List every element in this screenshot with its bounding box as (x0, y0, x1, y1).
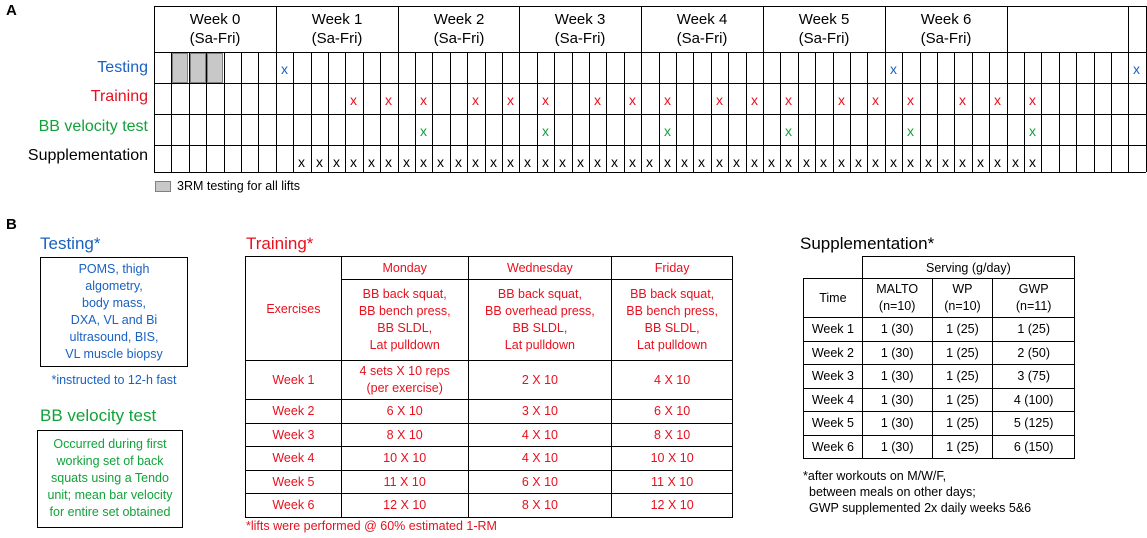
training-cell: 8 X 10 (341, 423, 468, 447)
training-cell: 8 X 10 (468, 494, 612, 518)
supplementation-notes (803, 468, 1031, 516)
supplementation-mark: x (298, 154, 305, 170)
week-name: Week 6 (920, 11, 972, 28)
week-name: Week 3 (554, 11, 606, 28)
week-header (398, 6, 520, 52)
week-range: (Sa-Fri) (554, 30, 606, 47)
supplementation-mark: x (403, 154, 410, 170)
shaded-cell (207, 53, 223, 83)
group-n: (n=10) (878, 299, 916, 313)
supplementation-mark: x (925, 154, 932, 170)
supplementation-mark: x (420, 154, 427, 170)
week-range: (Sa-Fri) (433, 30, 485, 47)
training-mark: x (907, 92, 914, 108)
training-mark: x (785, 92, 792, 108)
timeline-grid (154, 6, 1146, 172)
supplementation-mark: x (646, 154, 653, 170)
week-range: (Sa-Fri) (311, 30, 363, 47)
grid-vline (1059, 52, 1060, 172)
supplementation-mark: x (664, 154, 671, 170)
exercise-cell (612, 280, 733, 361)
supplementation-mark: x (768, 154, 775, 170)
training-mark: x (472, 92, 479, 108)
supplementation-mark: x (594, 154, 601, 170)
training-mark: x (385, 92, 392, 108)
grid-vline (1007, 6, 1008, 172)
exercise-line: Lat pulldown (369, 338, 440, 352)
group-name: WP (952, 282, 973, 296)
grid-hline (154, 114, 1146, 115)
supplementation-mark: x (872, 154, 879, 170)
grid-vline (1041, 52, 1042, 172)
velocity-line: working set of back (56, 454, 164, 468)
day-monday: Monday (341, 257, 468, 280)
week-header (641, 6, 763, 52)
training-mark: x (594, 92, 601, 108)
supplementation-mark: x (577, 154, 584, 170)
supplementation-mark: x (681, 154, 688, 170)
supplementation-mark: x (437, 154, 444, 170)
exercise-line: BB back squat, (362, 287, 447, 301)
week-label: Week 6 (804, 435, 863, 459)
exercise-line: Lat pulldown (504, 338, 575, 352)
week-name: Week 2 (433, 11, 485, 28)
supplementation-mark: x (1012, 154, 1019, 170)
supplementation-mark: x (942, 154, 949, 170)
velocity-mark: x (1029, 123, 1036, 139)
week-range: (Sa-Fri) (798, 30, 850, 47)
serving-cell: 2 (50) (993, 341, 1075, 365)
supplementation-mark: x (507, 154, 514, 170)
exercise-line: Lat pulldown (637, 338, 708, 352)
week-label: Week 2 (246, 400, 342, 424)
blank-corner (804, 257, 863, 279)
week1-monday-line: (per exercise) (366, 381, 443, 395)
week-label: Week 2 (804, 341, 863, 365)
supplementation-mark: x (524, 154, 531, 170)
testing-line: DXA, VL and Bi (70, 313, 158, 327)
supplementation-note: *after workouts on M/W/F, (803, 469, 947, 483)
week1-monday (341, 361, 468, 400)
week-header (519, 6, 641, 52)
serving-cell: 1 (30) (862, 318, 932, 342)
supplementation-mark: x (1029, 154, 1036, 170)
training-cell: 3 X 10 (468, 400, 612, 424)
supplementation-mark: x (368, 154, 375, 170)
supplementation-mark: x (907, 154, 914, 170)
grid-vline (1094, 52, 1095, 172)
time-label: Time (804, 279, 863, 318)
supplementation-note: GWP supplemented 2x daily weeks 5&6 (809, 501, 1032, 515)
testing-note: *instructed to 12-h fast (51, 373, 177, 387)
supplementation-mark: x (455, 154, 462, 170)
group-n: (n=10) (944, 299, 981, 313)
training-mark: x (838, 92, 845, 108)
training-cell: 6 X 10 (468, 470, 612, 494)
grid-vline (763, 6, 764, 172)
supplementation-title: Supplementation* (800, 234, 935, 253)
testing-line: POMS, thigh (78, 262, 150, 276)
shaded-cell (190, 53, 206, 83)
serving-cell: 1 (25) (932, 412, 993, 436)
serving-cell: 6 (150) (993, 435, 1075, 459)
training-mark: x (872, 92, 879, 108)
velocity-mark: x (664, 123, 671, 139)
grid-hline (154, 172, 1146, 173)
training-row (246, 423, 733, 447)
week-range: (Sa-Fri) (676, 30, 728, 47)
training-table (245, 256, 733, 518)
grid-vline (258, 52, 259, 172)
training-mark: x (994, 92, 1001, 108)
row-label-testing: Testing (97, 59, 148, 76)
group-n: (n=11) (1015, 299, 1052, 313)
supplementation-mark: x (316, 154, 323, 170)
panel-b-label: B (6, 216, 17, 233)
serving-cell: 1 (30) (862, 365, 932, 389)
training-cell: 8 X 10 (612, 423, 733, 447)
training-mark: x (350, 92, 357, 108)
grid-vline (519, 6, 520, 172)
group-malto (862, 279, 932, 318)
training-row (246, 447, 733, 471)
week1-wednesday: 2 X 10 (468, 361, 612, 400)
week-label: Week 1 (804, 318, 863, 342)
training-row (246, 494, 733, 518)
week-label: Week 3 (804, 365, 863, 389)
supplementation-mark: x (559, 154, 566, 170)
grid-vline (276, 6, 277, 172)
supplementation-mark: x (855, 154, 862, 170)
row-label-velocity: BB velocity test (38, 118, 148, 135)
supplementation-row (804, 318, 1075, 342)
testing-line: algometry, (85, 279, 143, 293)
week-header (276, 6, 398, 52)
serving-cell: 1 (30) (862, 388, 932, 412)
grid-vline (224, 52, 225, 172)
week1-friday: 4 X 10 (612, 361, 733, 400)
testing-line: ultrasound, BIS, (69, 330, 159, 344)
day-friday: Friday (612, 257, 733, 280)
supplementation-mark: x (333, 154, 340, 170)
grid-hline (154, 145, 1146, 146)
serving-cell: 1 (30) (862, 435, 932, 459)
supplementation-note: between meals on other days; (809, 485, 976, 499)
serving-cell: 1 (25) (932, 341, 993, 365)
supplementation-mark: x (629, 154, 636, 170)
testing-mark: x (1133, 61, 1140, 77)
supplementation-mark: x (994, 154, 1001, 170)
grid-vline (154, 6, 155, 172)
grid-vline (1128, 6, 1129, 172)
week-range: (Sa-Fri) (920, 30, 972, 47)
exercise-line: BB overhead press, (485, 304, 595, 318)
exercise-line: BB back squat, (497, 287, 582, 301)
supplementation-row (804, 435, 1075, 459)
supplementation-mark: x (959, 154, 966, 170)
supplementation-mark: x (838, 154, 845, 170)
grid-hline (154, 83, 1146, 84)
week-name: Week 1 (311, 11, 363, 28)
exercise-line: BB SLDL, (377, 321, 433, 335)
training-note: *lifts were performed @ 60% estimated 1-RM (246, 519, 497, 533)
supplementation-mark: x (890, 154, 897, 170)
training-mark: x (716, 92, 723, 108)
supplementation-mark: x (977, 154, 984, 170)
velocity-mark: x (542, 123, 549, 139)
supplementation-row (804, 341, 1075, 365)
training-cell: 10 X 10 (341, 447, 468, 471)
panel-a-label: A (6, 2, 17, 19)
serving-cell: 1 (25) (932, 318, 993, 342)
velocity-mark: x (907, 123, 914, 139)
exercise-cell (468, 280, 612, 361)
row-label-training: Training (90, 88, 148, 105)
supplementation-mark: x (820, 154, 827, 170)
grid-vline (398, 6, 399, 172)
testing-mark: x (281, 61, 288, 77)
training-mark: x (542, 92, 549, 108)
training-cell: 11 X 10 (612, 470, 733, 494)
serving-cell: 1 (30) (862, 341, 932, 365)
supplementation-mark: x (803, 154, 810, 170)
testing-title: Testing* (40, 234, 101, 253)
velocity-mark: x (420, 123, 427, 139)
exercise-line: BB bench press, (626, 304, 718, 318)
serving-cell: 3 (75) (993, 365, 1075, 389)
velocity-line: for entire set obtained (49, 505, 171, 519)
supplementation-mark: x (698, 154, 705, 170)
group-wp (932, 279, 993, 318)
week-label: Week 4 (804, 388, 863, 412)
day-wednesday: Wednesday (468, 257, 612, 280)
training-cell: 11 X 10 (341, 470, 468, 494)
exercise-cell (341, 280, 468, 361)
velocity-line: Occurred during first (53, 437, 167, 451)
supplementation-mark: x (611, 154, 618, 170)
serving-cell: 5 (125) (993, 412, 1075, 436)
grid-vline (885, 6, 886, 172)
training-mark: x (664, 92, 671, 108)
training-row (246, 400, 733, 424)
testing-line: body mass, (82, 296, 146, 310)
training-cell: 6 X 10 (341, 400, 468, 424)
training-mark: x (751, 92, 758, 108)
training-mark: x (507, 92, 514, 108)
week-range: (Sa-Fri) (189, 30, 241, 47)
week-header (885, 6, 1007, 52)
supplementation-mark: x (490, 154, 497, 170)
supplementation-table (803, 256, 1075, 459)
supplementation-mark: x (350, 154, 357, 170)
testing-line: VL muscle biopsy (65, 347, 163, 361)
supplementation-row (804, 412, 1075, 436)
training-mark: x (420, 92, 427, 108)
velocity-mark: x (785, 123, 792, 139)
group-name: GWP (1018, 282, 1049, 296)
grid-vline (1076, 52, 1077, 172)
group-gwp (993, 279, 1075, 318)
legend-swatch (155, 181, 171, 192)
supplementation-row (804, 388, 1075, 412)
testing-box (40, 257, 188, 367)
serving-cell: 1 (25) (932, 435, 993, 459)
exercise-line: BB SLDL, (512, 321, 568, 335)
velocity-title: BB velocity test (40, 406, 157, 425)
week-header (763, 6, 885, 52)
training-mark: x (629, 92, 636, 108)
legend-label: 3RM testing for all lifts (177, 179, 300, 193)
exercise-line: BB back squat, (630, 287, 715, 301)
grid-vline (241, 52, 242, 172)
week-label: Week 1 (246, 361, 342, 400)
training-cell: 12 X 10 (341, 494, 468, 518)
week-label: Week 5 (804, 412, 863, 436)
supplementation-mark: x (751, 154, 758, 170)
week-label: Week 6 (246, 494, 342, 518)
velocity-line: squats using a Tendo (51, 471, 169, 485)
serving-cell: 1 (25) (932, 365, 993, 389)
week-name: Week 5 (798, 11, 850, 28)
training-cell: 6 X 10 (612, 400, 733, 424)
serving-cell: 1 (30) (862, 412, 932, 436)
week1-monday-line: 4 sets X 10 reps (359, 364, 450, 378)
training-title: Training* (246, 234, 314, 253)
week-label: Week 4 (246, 447, 342, 471)
exercise-line: BB bench press, (358, 304, 451, 318)
grid-hline (154, 52, 1146, 53)
supplementation-mark: x (785, 154, 792, 170)
training-row (246, 470, 733, 494)
serving-cell: 1 (25) (993, 318, 1075, 342)
group-name: MALTO (876, 282, 919, 296)
week-label: Week 3 (246, 423, 342, 447)
training-cell: 12 X 10 (612, 494, 733, 518)
training-mark: x (1029, 92, 1036, 108)
supplementation-row (804, 365, 1075, 389)
serving-header: Serving (g/day) (862, 257, 1074, 279)
exercise-line: BB SLDL, (644, 321, 700, 335)
week-name: Week 4 (676, 11, 728, 28)
training-mark: x (959, 92, 966, 108)
supplementation-mark: x (716, 154, 723, 170)
testing-mark: x (890, 61, 897, 77)
serving-cell: 4 (100) (993, 388, 1075, 412)
velocity-line: unit; mean bar velocity (47, 488, 173, 502)
grid-vline (641, 6, 642, 172)
training-cell: 4 X 10 (468, 423, 612, 447)
grid-vline (1111, 52, 1112, 172)
supplementation-mark: x (385, 154, 392, 170)
serving-cell: 1 (25) (932, 388, 993, 412)
supplementation-mark: x (733, 154, 740, 170)
week-name: Week 0 (189, 11, 241, 28)
velocity-box (37, 430, 183, 528)
week-header (154, 6, 276, 52)
training-cell: 10 X 10 (612, 447, 733, 471)
shaded-cell (172, 53, 188, 83)
row-label-supplementation: Supplementation (27, 147, 148, 164)
supplementation-mark: x (472, 154, 479, 170)
supplementation-mark: x (542, 154, 549, 170)
exercises-label: Exercises (246, 257, 342, 361)
week-label: Week 5 (246, 470, 342, 494)
training-cell: 4 X 10 (468, 447, 612, 471)
